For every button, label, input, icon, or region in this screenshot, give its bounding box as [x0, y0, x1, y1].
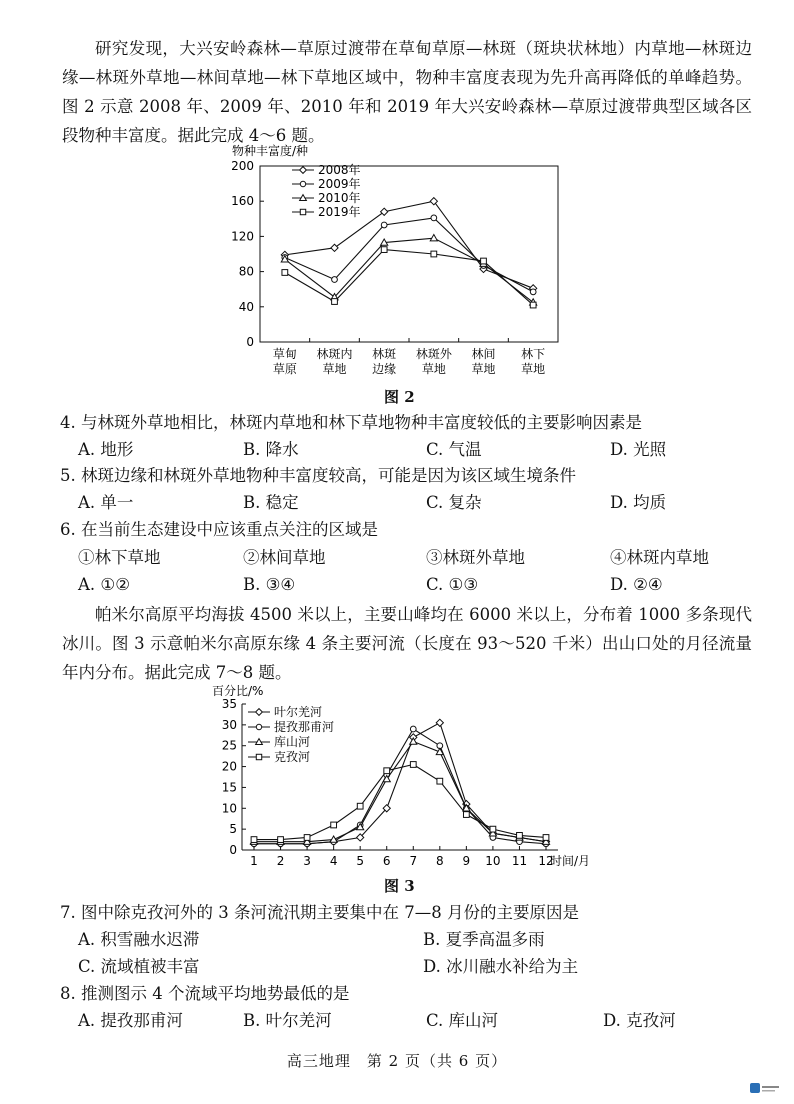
x-tick-label: 10 [485, 854, 501, 868]
q4-option-a: A. 地形 [78, 440, 134, 459]
y-tick-label: 200 [231, 159, 254, 173]
data-point [410, 726, 416, 732]
x-tick-label: 边缘 [372, 362, 397, 376]
question-7-stem: 7. 图中除克孜河外的 3 条河流汛期主要集中在 7—8 月份的主要原因是 [60, 903, 579, 922]
y-tick-label: 35 [221, 697, 237, 711]
q5-option-a: A. 单一 [78, 493, 134, 512]
question-6-stem: 6. 在当前生态建设中应该重点关注的区域是 [60, 520, 378, 539]
q4-option-c: C. 气温 [426, 440, 482, 459]
x-tick-label: 3 [303, 854, 311, 868]
figure-3-caption: 图 3 [384, 877, 415, 895]
legend-label: 2008年 [318, 163, 361, 177]
data-point [384, 768, 390, 774]
y-tick-label: 80 [238, 264, 254, 279]
x-tick-label: 草地 [471, 362, 496, 376]
q5-option-c: C. 复杂 [426, 493, 482, 512]
data-point [517, 833, 523, 839]
page-footer: 高三地理 第 2 页（共 6 页） [286, 1052, 508, 1070]
q4-option-b: B. 降水 [243, 440, 299, 459]
species-richness-chart [218, 142, 578, 382]
publisher-logo-icon [750, 1082, 780, 1094]
y-tick-label: 30 [221, 717, 237, 732]
data-point [381, 247, 387, 253]
x-tick-label: 林斑外 [415, 347, 452, 361]
monthly-runoff-chart [210, 682, 610, 872]
data-point [463, 812, 469, 818]
q6-item-2: ②林间草地 [243, 548, 326, 567]
q8-option-c: C. 库山河 [426, 1011, 499, 1030]
y-tick-label: 15 [221, 780, 237, 795]
x-tick-label: 12 [538, 854, 554, 868]
x-tick-label: 草甸 [272, 347, 297, 361]
q6-item-4: ④林斑内草地 [610, 548, 709, 567]
y-tick-label: 0 [246, 335, 254, 349]
legend-label: 2009年 [318, 177, 361, 191]
q5-option-d: D. 均质 [610, 493, 667, 512]
q8-option-a: A. 提孜那甫河 [78, 1011, 183, 1030]
x-tick-label: 4 [329, 854, 338, 868]
y-tick-label: 25 [221, 738, 237, 753]
series-line [254, 764, 546, 839]
data-point [430, 235, 437, 241]
series-line [285, 250, 533, 305]
y-tick-label: 10 [221, 801, 237, 816]
x-tick-label: 林斑内 [316, 347, 353, 361]
series-3 [282, 204, 536, 308]
x-tick-label: 6 [382, 854, 391, 868]
y-tick-label: 40 [238, 299, 254, 314]
data-point [357, 803, 363, 809]
data-point [381, 208, 388, 215]
x-tick-label: 林间 [471, 347, 496, 361]
legend-label: 提孜那甫河 [274, 720, 335, 734]
x-tick-label: 7 [409, 854, 418, 868]
x-tick-label: 11 [511, 854, 528, 868]
q6-item-1: ①林下草地 [78, 548, 161, 567]
legend-marker [256, 754, 261, 759]
data-point [543, 835, 549, 841]
data-point [436, 719, 443, 726]
legend-label: 2010年 [318, 191, 361, 205]
q6-option-c: C. ①③ [426, 575, 479, 594]
data-point [331, 244, 338, 251]
y-tick-label: 120 [231, 229, 254, 244]
legend-label: 克孜河 [274, 750, 311, 764]
legend-marker [256, 724, 261, 729]
q6-item-3: ③林斑外草地 [426, 548, 525, 567]
x-tick-label: 2 [276, 854, 285, 868]
data-point [304, 835, 310, 841]
q6-option-d: D. ②④ [610, 575, 663, 594]
series-3 [248, 750, 549, 842]
data-point [251, 837, 257, 843]
q5-option-b: B. 稳定 [243, 493, 299, 512]
series-line [285, 238, 533, 302]
y-tick-label: 5 [229, 822, 237, 837]
data-point [431, 251, 437, 257]
x-tick-label: 林下 [521, 347, 546, 361]
legend-marker [300, 167, 307, 174]
x-tick-label: 草地 [322, 362, 347, 376]
legend-marker [300, 209, 305, 214]
q6-option-b: B. ③④ [243, 575, 296, 594]
data-point [490, 826, 496, 832]
x-tick-label: 1 [250, 854, 258, 868]
data-point [437, 778, 443, 784]
intro-paragraph-2: 帕米尔高原平均海拔 4500 米以上，主要山峰均在 6000 米以上，分布着 1000 多条现代冰川。图 3 示意帕米尔高原东缘 4 条主要河流（长度在 93～520 千米）出山口处的月径流量年内分布。据此完成 7～8 题。 [62, 605, 752, 682]
figure-2-caption: 图 2 [384, 388, 415, 406]
data-point [330, 836, 337, 842]
data-point [381, 222, 387, 228]
x-tick-label: 9 [462, 854, 471, 868]
legend-label: 库山河 [274, 735, 311, 749]
intro-paragraph-1: 研究发现，大兴安岭森林—草原过渡带在草甸草原—林斑（斑块状林地）内草地—林斑边缘—林斑外草地—林间草地—林下草地区域中，物种丰富度表现为先升高再降低的单峰趋势。图 2 示意 2008 年、2009 年、2010 年和 2019 年大兴安岭森林—草原过渡带典型区域各区段物种丰富度。据此完成 4～6 题。 [62, 39, 752, 145]
series-line [285, 218, 533, 292]
question-5-stem: 5. 林斑边缘和林斑外草地物种丰富度较高，可能是因为该区域生境条件 [60, 466, 576, 485]
q7-option-c: C. 流域植被丰富 [78, 957, 200, 976]
data-point [431, 215, 437, 221]
data-point [332, 277, 338, 283]
x-tick-label: 草原 [272, 362, 297, 376]
data-point [282, 270, 288, 276]
legend-label: 2019年 [318, 205, 361, 219]
legend-label: 叶尔羌河 [274, 705, 323, 719]
data-point [331, 822, 337, 828]
data-point [530, 289, 536, 295]
q7-option-a: A. 积雪融水迟滞 [78, 930, 200, 949]
data-point [481, 258, 487, 264]
x-tick-label: 5 [356, 854, 365, 868]
q8-option-b: B. 叶尔羌河 [243, 1011, 332, 1030]
x-tick-label: 林斑 [372, 347, 397, 361]
legend-marker [300, 181, 305, 186]
data-point [530, 302, 536, 308]
plot-frame [260, 166, 558, 342]
y-axis-label: 物种丰富度/种 [232, 144, 309, 158]
q7-option-d: D. 冰川融水补给为主 [423, 957, 579, 976]
x-axis-label: 时间/月 [550, 854, 591, 868]
y-tick-label: 0 [229, 843, 237, 857]
question-8-stem: 8. 推测图示 4 个流域平均地势最低的是 [60, 984, 350, 1003]
data-point [332, 299, 338, 305]
y-tick-label: 20 [221, 759, 237, 774]
question-4-stem: 4. 与林斑外草地相比，林斑内草地和林下草地物种丰富度较低的主要影响因素是 [60, 413, 642, 432]
q6-option-a: A. ①② [78, 575, 130, 594]
x-tick-label: 草地 [521, 362, 546, 376]
q8-option-d: D. 克孜河 [603, 1011, 676, 1030]
x-tick-label: 8 [435, 854, 444, 868]
data-point [278, 837, 284, 843]
legend-marker [256, 709, 263, 716]
q7-option-b: B. 夏季高温多雨 [423, 930, 545, 949]
data-point [410, 762, 416, 768]
y-tick-label: 160 [231, 194, 254, 209]
y-axis-label: 百分比/% [212, 684, 264, 698]
x-tick-label: 草地 [421, 362, 446, 376]
q4-option-d: D. 光照 [610, 440, 667, 459]
